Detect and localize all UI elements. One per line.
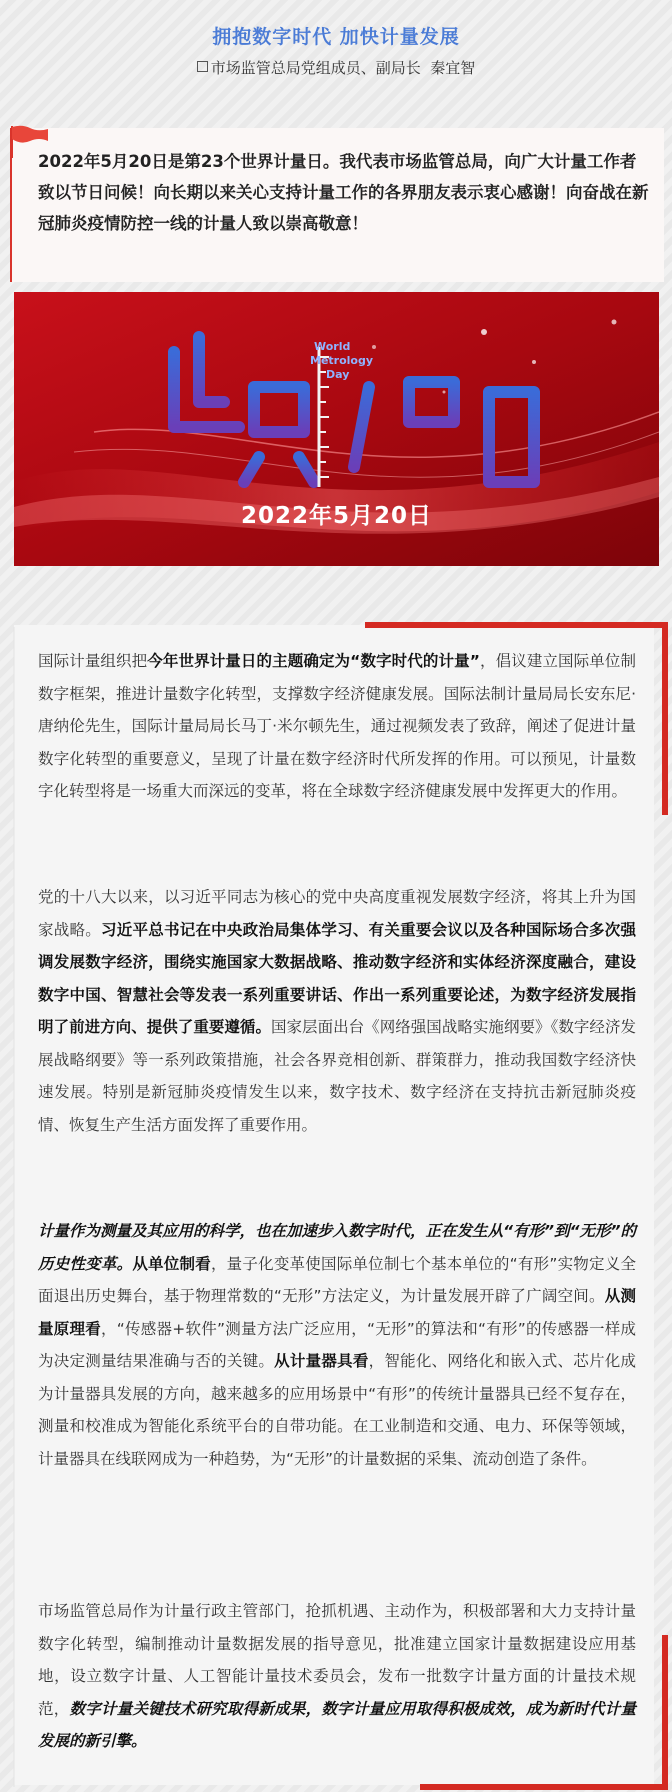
banner-english-line-1: World bbox=[314, 340, 351, 353]
p3-run-4: ，“传感器+软件”测量方法广泛应用，“无形”的算法和“有形”的传感器一样成为决定测量结果准确与否的关键。 bbox=[38, 1319, 636, 1370]
banner-date: 2022年5月20日 bbox=[240, 503, 433, 529]
p3-run-5: 从计量器具看 bbox=[274, 1352, 369, 1370]
byline bbox=[0, 57, 672, 78]
p1-run-1: 今年世界计量日的主题确定为“数字时代的计量” bbox=[147, 652, 480, 670]
p4-run-1: 数字计量关键技术研究取得新成果，数字计量应用取得积极成效，成为新时代计量发展的新引擎。 bbox=[38, 1699, 636, 1750]
p3-run-3: 从测量原理看 bbox=[38, 1287, 636, 1338]
p2-run-1: 习近平总书记在中央政治局集体学习、有关重要会议以及各种国际场合多次强调发展数字经济，围绕实施国家大数据战略、推动数字经济和实体经济深度融合，建设数字中国、智慧社会等发表一系列重要讲话、作出一系列重要论述，为数字经济发展指明了前进方向、提供了重要遵循。 bbox=[38, 920, 636, 1036]
page-title: 拥抱数字时代 加快计量发展 bbox=[212, 26, 460, 48]
p3-run-0: 计量作为测量及其应用的科学，也在加速步入数字时代，正在发生从“有形”到“无形”的历史性变革。 bbox=[38, 1222, 636, 1273]
world-metrology-day-banner bbox=[14, 292, 659, 566]
intro-box bbox=[10, 128, 664, 282]
intro-text: 2022年5月20日是第23个世界计量日。我代表市场监管总局，向广大计量工作者致以节日问候！向长期以来关心支持计量工作的各界朋友表示衷心感谢！向奋战在新冠肺炎疫情防控一线的计量人致以崇高敬意！ bbox=[38, 152, 649, 233]
byline-text: 市场监管总局党组成员、副局长 秦宜智 bbox=[210, 59, 476, 77]
p2-run-2: 国家层面出台《网络强国战略实施纲要》《数字经济发展战略纲要》等一系列政策措施，社会各界竞相创新、群策群力，推动我国数字经济快速发展。特别是新冠肺炎疫情发生以来，数字技术、数字经济在支持抗击新冠肺炎疫情、恢复生产生活方面发挥了重要作用。 bbox=[38, 1018, 636, 1134]
p3-run-1: 从单位制看 bbox=[132, 1254, 211, 1273]
paragraph-theme bbox=[38, 645, 636, 808]
p3-run-6: ，智能化、网络化和嵌入式、芯片化成为计量器具发展的方向，越来越多的应用场景中“有形”的传统计量器具已经不复存在，测量和校准成为智能化系统平台的自带功能。在工业制造和交通、电力、环保等领域，计量器具在线联网成为一种趋势，为“无形”的计量数据的采集、流动创造了条件。 bbox=[38, 1352, 636, 1468]
banner-english-line-2: Metrology bbox=[310, 354, 374, 367]
byline-bullet-icon bbox=[197, 61, 208, 72]
p1-run-2: ，倡议建立国际单位制数字框架，推进计量数字化转型，支撑数字经济健康发展。国际法制计量局局长安东尼·唐纳伦先生，国际计量局局长马丁·米尔顿先生，通过视频发表了致辞，阐述了促进计量数字化转型的重要意义，呈现了计量在数字经济时代所发挥的作用。可以预见，计量数字化转型将是一场重大而深远的变革，将在全球数字经济健康发展中发挥更大的作用。 bbox=[38, 652, 636, 800]
p4-run-0: 市场监管总局作为计量行政主管部门，抢抓机遇、主动作为，积极部署和大力支持计量数字化转型，编制推动计量数据发展的指导意见，批准建立国家计量数据建设应用基地，设立数字计量、人工智能计量技术委员会，发布一批数字计量方面的计量技术规范， bbox=[38, 1602, 636, 1718]
paragraph-national-strategy bbox=[38, 881, 636, 1141]
paragraph-samr-actions bbox=[38, 1595, 636, 1758]
p1-run-0: 国际计量组织把 bbox=[38, 652, 148, 670]
paragraph-digital-transformation bbox=[38, 1215, 636, 1475]
p2-run-0: 党的十八大以来，以习近平同志为核心的党中央高度重视发展数字经济，将其上升为国家战略。 bbox=[38, 888, 636, 939]
p3-run-2: ，量子化变革使国际单位制七个基本单位的“有形”实物定义全面退出历史舞台，基于物理常数的“无形”方法定义，为计量发展开辟了广阔空间。 bbox=[38, 1254, 636, 1305]
banner-english-line-3: Day bbox=[326, 368, 350, 381]
